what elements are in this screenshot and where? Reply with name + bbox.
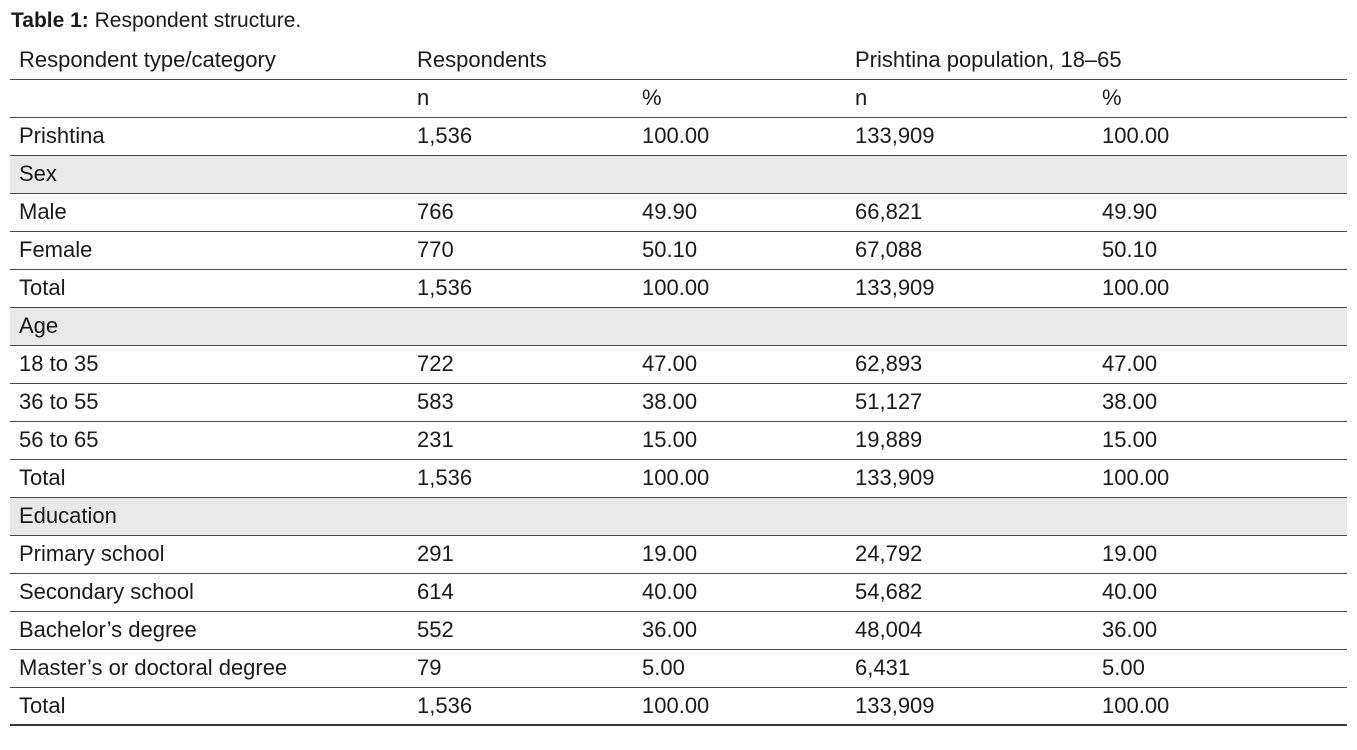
population-n-cell: 67,088	[846, 231, 1093, 269]
section-spacer-cell	[408, 155, 633, 193]
respondents-pct-cell: 38.00	[633, 383, 846, 421]
population-n-cell: 19,889	[846, 421, 1093, 459]
section-row	[10, 307, 1347, 345]
population-pct-cell: 36.00	[1093, 611, 1347, 649]
respondents-n-cell: 722	[408, 345, 633, 383]
table-row	[10, 611, 1347, 649]
header-population: Prishtina population, 18–65	[846, 41, 1093, 79]
section-row	[10, 497, 1347, 535]
respondents-pct-cell: 47.00	[633, 345, 846, 383]
respondents-n-cell: 1,536	[408, 459, 633, 497]
respondents-n-cell: 291	[408, 535, 633, 573]
respondents-n-cell: 1,536	[408, 117, 633, 155]
population-n-cell: 133,909	[846, 687, 1093, 725]
respondents-pct-cell: 49.90	[633, 193, 846, 231]
table-caption-text: Respondent structure.	[88, 9, 302, 32]
population-n-cell: 66,821	[846, 193, 1093, 231]
population-pct-cell: 19.00	[1093, 535, 1347, 573]
respondents-n-cell: 552	[408, 611, 633, 649]
population-pct-cell: 49.90	[1093, 193, 1347, 231]
population-pct-cell: 5.00	[1093, 649, 1347, 687]
population-n-cell: 133,909	[846, 269, 1093, 307]
table-row	[10, 269, 1347, 307]
respondents-pct-cell: 100.00	[633, 117, 846, 155]
header-row-secondary	[10, 79, 1347, 117]
row-label: Primary school	[10, 535, 408, 573]
population-pct-cell: 40.00	[1093, 573, 1347, 611]
table-body	[10, 117, 1347, 725]
section-row	[10, 155, 1347, 193]
section-label: Sex	[10, 155, 408, 193]
section-spacer-cell	[1093, 307, 1347, 345]
respondents-n-cell: 766	[408, 193, 633, 231]
population-n-cell: 133,909	[846, 117, 1093, 155]
respondents-pct-cell: 19.00	[633, 535, 846, 573]
row-label: Female	[10, 231, 408, 269]
population-pct-cell: 100.00	[1093, 117, 1347, 155]
respondents-pct-cell: 100.00	[633, 269, 846, 307]
header-respondents-pct: %	[633, 79, 846, 117]
row-label: Bachelor’s degree	[10, 611, 408, 649]
section-spacer-cell	[633, 155, 846, 193]
table-row	[10, 117, 1347, 155]
table-caption	[11, 8, 301, 34]
row-label: 18 to 35	[10, 345, 408, 383]
respondents-n-cell: 614	[408, 573, 633, 611]
population-n-cell: 62,893	[846, 345, 1093, 383]
header-respondents-spacer	[633, 41, 846, 79]
population-n-cell: 6,431	[846, 649, 1093, 687]
population-n-cell: 54,682	[846, 573, 1093, 611]
section-label: Age	[10, 307, 408, 345]
respondents-pct-cell: 5.00	[633, 649, 846, 687]
header-category: Respondent type/category	[10, 41, 408, 79]
respondent-structure-table	[10, 41, 1347, 726]
respondents-pct-cell: 100.00	[633, 459, 846, 497]
section-spacer-cell	[633, 307, 846, 345]
population-pct-cell: 100.00	[1093, 459, 1347, 497]
respondents-pct-cell: 40.00	[633, 573, 846, 611]
section-spacer-cell	[633, 497, 846, 535]
population-n-cell: 24,792	[846, 535, 1093, 573]
row-label: 56 to 65	[10, 421, 408, 459]
table-row	[10, 345, 1347, 383]
population-n-cell: 48,004	[846, 611, 1093, 649]
table-caption-lead: Table 1:	[11, 9, 89, 32]
table-row	[10, 687, 1347, 725]
row-label: 36 to 55	[10, 383, 408, 421]
respondents-pct-cell: 50.10	[633, 231, 846, 269]
respondents-pct-cell: 100.00	[633, 687, 846, 725]
row-label: Total	[10, 687, 408, 725]
section-spacer-cell	[408, 497, 633, 535]
header-respondents: Respondents	[408, 41, 633, 79]
population-pct-cell: 100.00	[1093, 687, 1347, 725]
respondents-n-cell: 79	[408, 649, 633, 687]
table-row	[10, 649, 1347, 687]
table-row	[10, 421, 1347, 459]
table-row	[10, 193, 1347, 231]
table-row	[10, 535, 1347, 573]
respondents-n-cell: 1,536	[408, 687, 633, 725]
table-row	[10, 573, 1347, 611]
header-population-n: n	[846, 79, 1093, 117]
respondents-pct-cell: 36.00	[633, 611, 846, 649]
population-pct-cell: 47.00	[1093, 345, 1347, 383]
row-label: Secondary school	[10, 573, 408, 611]
header-respondents-n: n	[408, 79, 633, 117]
population-pct-cell: 100.00	[1093, 269, 1347, 307]
population-pct-cell: 15.00	[1093, 421, 1347, 459]
header-category-blank	[10, 79, 408, 117]
header-row-primary	[10, 41, 1347, 79]
row-label: Male	[10, 193, 408, 231]
section-spacer-cell	[408, 307, 633, 345]
section-spacer-cell	[846, 307, 1093, 345]
section-spacer-cell	[846, 155, 1093, 193]
header-population-spacer	[1093, 41, 1347, 79]
header-population-pct: %	[1093, 79, 1347, 117]
table-row	[10, 459, 1347, 497]
population-pct-cell: 38.00	[1093, 383, 1347, 421]
row-label: Master’s or doctoral degree	[10, 649, 408, 687]
section-spacer-cell	[846, 497, 1093, 535]
population-n-cell: 51,127	[846, 383, 1093, 421]
respondents-pct-cell: 15.00	[633, 421, 846, 459]
population-pct-cell: 50.10	[1093, 231, 1347, 269]
section-spacer-cell	[1093, 155, 1347, 193]
section-label: Education	[10, 497, 408, 535]
row-label: Total	[10, 459, 408, 497]
row-label: Prishtina	[10, 117, 408, 155]
respondents-n-cell: 770	[408, 231, 633, 269]
table-row	[10, 383, 1347, 421]
section-spacer-cell	[1093, 497, 1347, 535]
respondents-n-cell: 1,536	[408, 269, 633, 307]
table-row	[10, 231, 1347, 269]
respondents-n-cell: 231	[408, 421, 633, 459]
population-n-cell: 133,909	[846, 459, 1093, 497]
row-label: Total	[10, 269, 408, 307]
respondents-n-cell: 583	[408, 383, 633, 421]
